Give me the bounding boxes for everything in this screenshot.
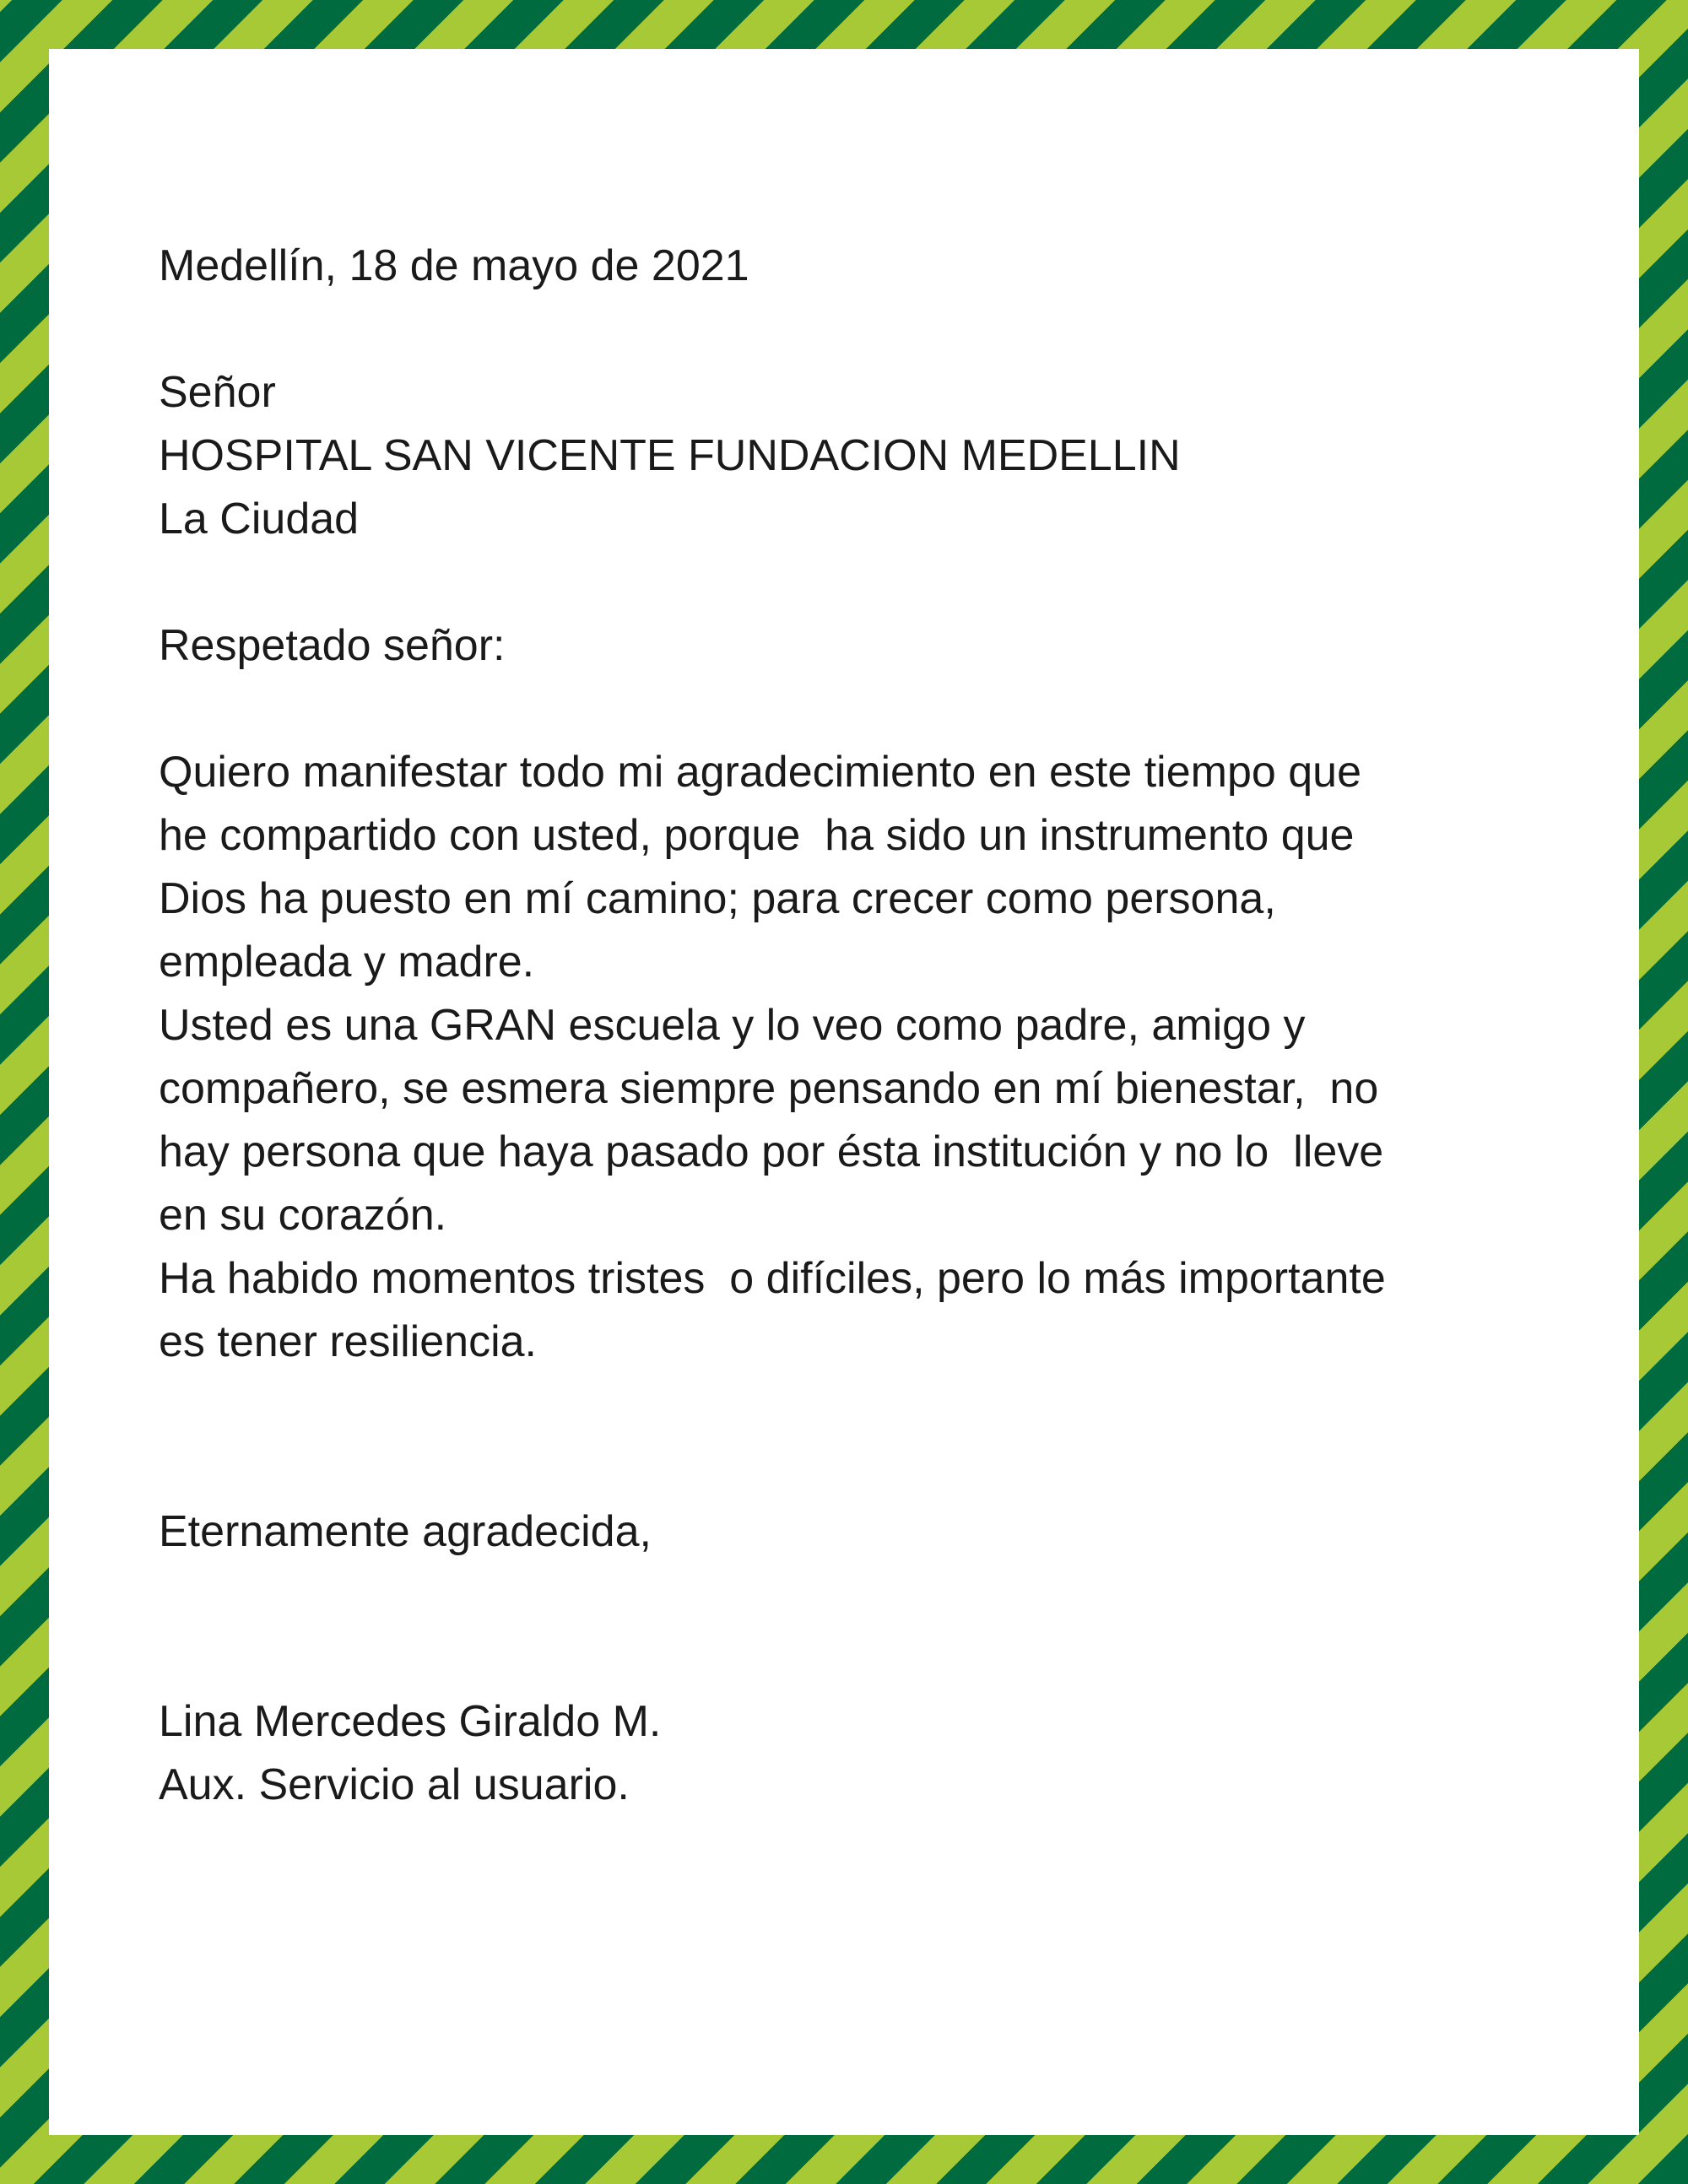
closing: Eternamente agradecida,	[159, 1507, 652, 1556]
body-line: he compartido con usted, porque ha sido un instrumento que	[159, 811, 1355, 860]
letter-sheet	[49, 49, 1639, 2135]
recipient-name: HOSPITAL SAN VICENTE FUNDACION MEDELLIN	[159, 431, 1181, 480]
body-line: Quiero manifestar todo mi agradecimiento en este tiempo que	[159, 748, 1361, 797]
signature-role: Aux. Servicio al usuario.	[159, 1760, 630, 1809]
date-line: Medellín, 18 de mayo de 2021	[159, 241, 749, 290]
letter-content	[159, 235, 1577, 1817]
letter-body	[159, 741, 1577, 1374]
body-line: compañero, se esmera siempre pensando en mí bienestar, no	[159, 1064, 1379, 1113]
body-line: Ha habido momentos tristes o difíciles, pero lo más importante	[159, 1254, 1386, 1303]
body-line: empleada y madre.	[159, 938, 535, 987]
signature-name: Lina Mercedes Giraldo M.	[159, 1697, 662, 1746]
salutation: Respetado señor:	[159, 621, 506, 670]
body-line: Usted es una GRAN escuela y lo veo como padre, amigo y	[159, 1001, 1306, 1050]
body-line: hay persona que haya pasado por ésta institución y no lo lleve	[159, 1127, 1384, 1176]
body-line: es tener resiliencia.	[159, 1317, 537, 1366]
recipient-title: Señor	[159, 368, 276, 417]
body-line: Dios ha puesto en mí camino; para crecer como persona,	[159, 874, 1276, 923]
recipient-city: La Ciudad	[159, 495, 360, 543]
body-line: en su corazón.	[159, 1191, 447, 1240]
